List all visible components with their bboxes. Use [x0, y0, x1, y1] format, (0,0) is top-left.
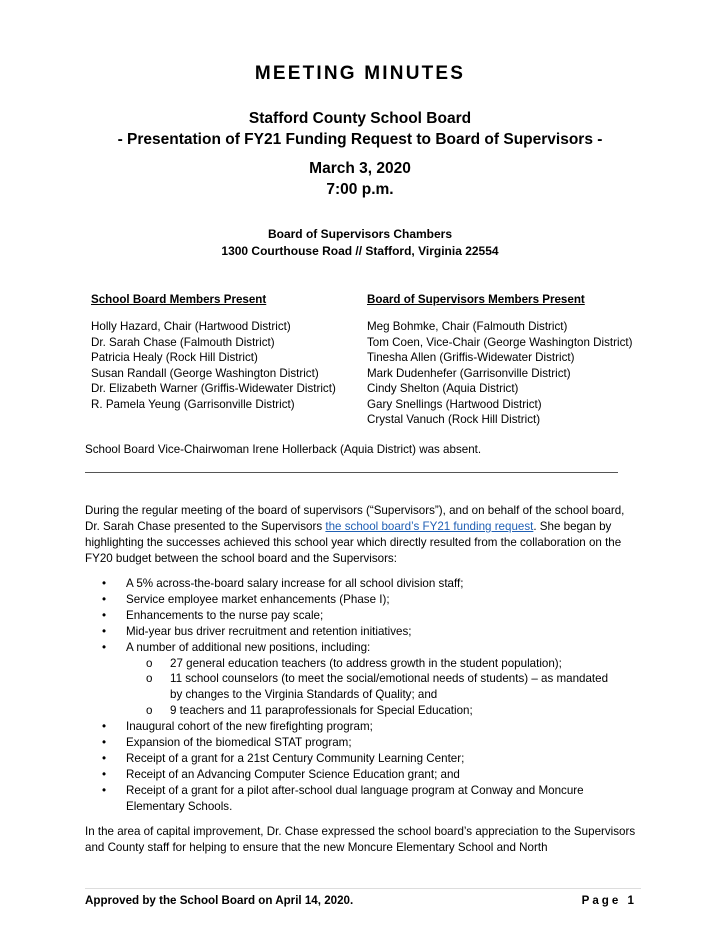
successes-list — [102, 576, 622, 815]
list-item: • Mid-year bus driver recruitment and retention initiatives; — [102, 624, 412, 638]
bullet-icon: • — [102, 624, 107, 638]
meeting-date: March 3, 2020 — [309, 160, 411, 177]
list-item: Susan Randall (George Washington District) — [91, 366, 319, 380]
capital-improvement-paragraph: In the area of capital improvement, Dr. Chase expressed the school board’s appreciation to the Supervisors and County staff for helping to ensure that the new Moncure Elementary School and North — [85, 825, 636, 854]
list-item: R. Pamela Yeung (Garrisonville District) — [91, 397, 295, 411]
list-item: • Enhancements to the nurse pay scale; — [102, 608, 324, 622]
list-item: Patricia Healy (Rock Hill District) — [91, 351, 258, 364]
list-item: • Receipt of an Advancing Computer Science Education grant; and — [102, 767, 460, 781]
bullet-icon: • — [102, 783, 107, 797]
board-name: Stafford County School Board — [248, 110, 472, 127]
bullet-icon: • — [102, 577, 107, 590]
bullet-icon: • — [102, 640, 107, 654]
intro-text-continued: . She began by highlighting the successes achieved this school year which directly resulted from the collaboration on the FY20 budget between the school board and the Supervisors: — [85, 520, 622, 565]
meeting-time: 7:00 p.m. — [326, 181, 394, 198]
list-item: Cindy Shelton (Aquia District) — [367, 382, 519, 395]
footer-divider — [85, 888, 641, 889]
list-item: • A number of additional new positions, including: o 27 general education teachers (to address growth in the student population); o 11 school counselors (to meet the social/emotional needs of students) – as mandated by changes to the Virginia Standards of Quality; and o 9 teachers and 11 paraprofessionals for Special Education; — [102, 640, 622, 720]
list-item: Mark Dudenhefer (Garrisonville District) — [367, 366, 571, 380]
list-item: • Expansion of the biomedical STAT program; — [102, 736, 352, 750]
school-board-list — [91, 319, 361, 412]
list-item: o 11 school counselors (to meet the social/emotional needs of students) – as mandated by changes to the Virginia Standards of Quality; and — [146, 672, 609, 702]
bullet-icon: • — [102, 751, 107, 765]
supervisors-heading: Board of Supervisors Members Present — [367, 293, 585, 306]
bullet-icon: • — [102, 608, 107, 622]
intro-paragraph — [85, 503, 641, 567]
list-item: o 9 teachers and 11 paraprofessionals for Special Education; — [146, 704, 473, 718]
list-item: Meg Bohmke, Chair (Falmouth District) — [367, 320, 568, 333]
list-item: Crystal Vanuch (Rock Hill District) — [367, 413, 541, 426]
absent-note: School Board Vice-Chairwoman Irene Hollerback (Aquia District) was absent. — [85, 443, 482, 456]
list-item: • Receipt of a grant for a 21st Century Community Learning Center; — [102, 751, 465, 765]
list-item: • Service employee market enhancements (Phase I); — [102, 592, 390, 606]
list-item: Holly Hazard, Chair (Hartwood District) — [91, 320, 291, 333]
list-item: o 27 general education teachers (to address growth in the student population); — [146, 656, 562, 670]
presentation-subtitle: - Presentation of FY21 Funding Request to Board of Supervisors - — [117, 131, 603, 148]
school-board-heading: School Board Members Present — [91, 293, 267, 306]
school-board-attendance — [91, 293, 361, 412]
supervisors-attendance — [367, 293, 657, 428]
list-item: • Receipt of a grant for a pilot after-school dual language program at Conway and Moncure Elementary Schools. — [102, 783, 584, 813]
bullet-icon: • — [102, 592, 107, 606]
list-item: Dr. Sarah Chase (Falmouth District) — [91, 335, 275, 349]
bullet-icon: • — [102, 720, 107, 734]
location-name: Board of Supervisors Chambers — [267, 227, 453, 241]
sub-bullet-icon: o — [146, 704, 153, 718]
list-item: Tinesha Allen (Griffis-Widewater District) — [367, 351, 575, 364]
list-item: Tom Coen, Vice-Chair (George Washington District) — [367, 335, 633, 349]
sub-bullet-icon: o — [146, 672, 153, 686]
sub-bullet-icon: o — [146, 656, 153, 670]
intro-text: During the regular meeting of the board of supervisors (“Supervisors”), and on behalf of the school board, Dr. Sarah Chase presented to the Supervisors — [85, 504, 625, 533]
list-item: Gary Snellings (Hartwood District) — [367, 397, 542, 411]
new-positions-list — [126, 656, 622, 720]
funding-request-link[interactable]: the school board’s FY21 funding request — [325, 520, 534, 533]
section-divider — [85, 472, 618, 473]
page-number: Page 1 — [581, 894, 637, 907]
approval-note: Approved by the School Board on April 14, 2020. — [85, 894, 354, 907]
supervisors-list — [367, 319, 657, 428]
location-address: 1300 Courthouse Road // Stafford, Virginia 22554 — [221, 244, 499, 258]
bullet-icon: • — [102, 736, 107, 750]
list-item: Dr. Elizabeth Warner (Griffis-Widewater District) — [91, 382, 336, 395]
list-item: • Inaugural cohort of the new firefighting program; — [102, 720, 373, 734]
list-item: • A 5% across-the-board salary increase for all school division staff; — [102, 577, 464, 590]
bullet-icon: • — [102, 767, 107, 781]
document-title: MEETING MINUTES — [254, 63, 466, 84]
